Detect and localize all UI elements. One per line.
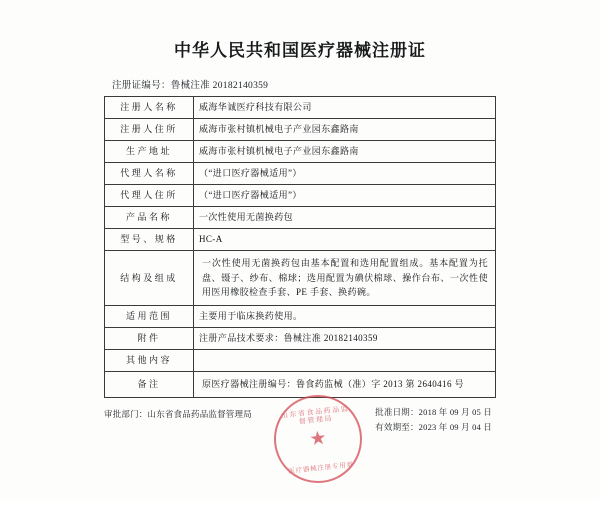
table-row (105, 119, 496, 141)
row-value: （“进口医疗器械适用”） (194, 163, 496, 185)
row-label: 附件 (105, 328, 194, 350)
row-label: 其他内容 (105, 350, 194, 372)
table-row (105, 328, 496, 350)
certificate-table (104, 96, 496, 398)
row-value: 主要用于临床换药使用。 (194, 306, 496, 328)
valid-until-date: 有效期至：2023 年 09 月 04 日 (375, 422, 492, 433)
row-label: 注册人名称 (105, 97, 194, 119)
seal-bottom-text: 医疗器械注册专用章 (288, 461, 355, 476)
table-row (105, 185, 496, 207)
table-row (105, 163, 496, 185)
row-label: 生产地址 (105, 141, 194, 163)
official-seal-icon (270, 390, 367, 487)
table-row (105, 251, 496, 306)
registration-number: 注册证编号：鲁械注准 20182140359 (112, 81, 269, 91)
table-row (105, 350, 496, 372)
row-value: 原医疗器械注册编号：鲁食药监械（准）字 2013 第 2640416 号 (194, 372, 496, 398)
row-value: 威海市张村镇机械电子产业园东鑫路南 (194, 119, 496, 141)
row-label: 产品名称 (105, 207, 194, 229)
approval-dates (375, 405, 492, 436)
row-value: 一次性使用无菌换药包由基本配置和选用配置组成。基本配置为托盘、镊子、纱布、棉球；选用配置为碘伏棉球、操作台布、一次性使用医用橡胶检查手套、PE 手套、换药碗。 (194, 251, 496, 306)
row-value: 威海华诚医疗科技有限公司 (194, 97, 496, 119)
issue-date: 批准日期：2018 年 09 月 05 日 (375, 406, 492, 417)
row-label: 备注 (105, 372, 194, 398)
row-value: 注册产品技术要求：鲁械注准 20182140359 (194, 328, 496, 350)
row-value (194, 350, 496, 372)
row-value: HC-A (194, 229, 496, 251)
table-row (105, 141, 496, 163)
row-label: 代理人名称 (105, 163, 194, 185)
row-label: 适用范围 (105, 306, 194, 328)
page-title: 中华人民共和国医疗器械注册证 (174, 41, 426, 60)
row-label: 型号、规格 (105, 229, 194, 251)
row-value: 一次性使用无菌换药包 (194, 207, 496, 229)
approval-authority: 审批部门：山东省食品药品监督管理局 (104, 408, 252, 419)
seal-top-text: 山东省食品药品监督管理局 (280, 404, 350, 426)
certificate-table-body (105, 97, 496, 398)
row-label: 代理人住所 (105, 185, 194, 207)
certificate-footer (104, 405, 496, 515)
table-row (105, 97, 496, 119)
table-row (105, 306, 496, 328)
seal-star-icon: ★ (308, 427, 328, 451)
table-row (105, 229, 496, 251)
table-row (105, 207, 496, 229)
row-label: 注册人住所 (105, 119, 194, 141)
row-label: 结构及组成 (105, 251, 194, 306)
table-row (105, 372, 496, 398)
row-value: （“进口医疗器械适用”） (194, 185, 496, 207)
row-value: 威海市张村镇机械电子产业园东鑫路南 (194, 141, 496, 163)
